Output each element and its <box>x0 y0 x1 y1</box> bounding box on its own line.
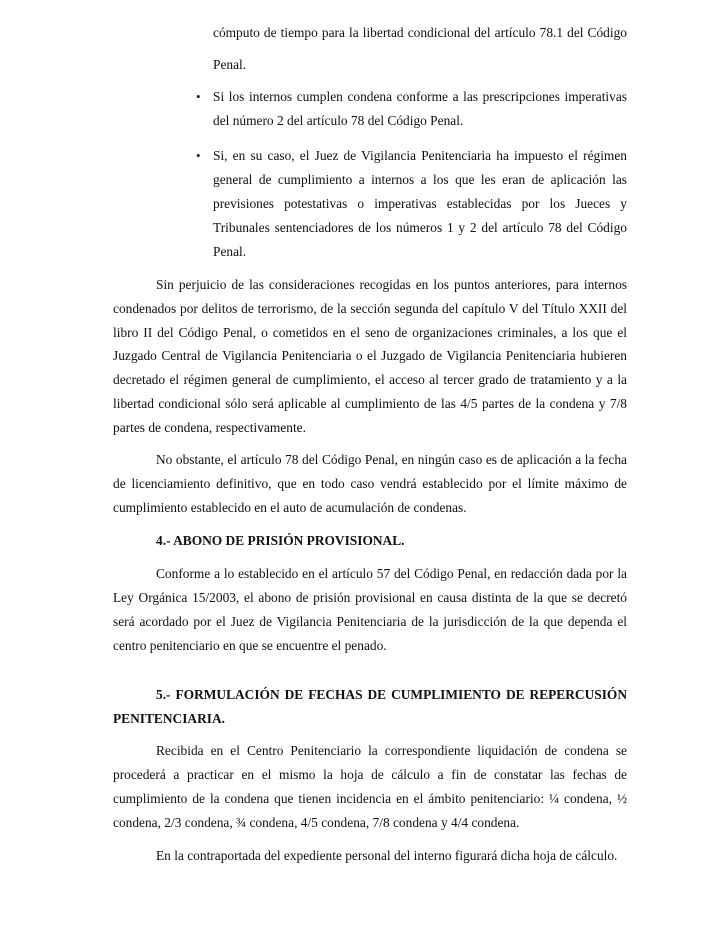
section-heading: 4.- ABONO DE PRISIÓN PROVISIONAL. <box>156 533 405 548</box>
text-line: Juzgado Central de Vigilancia Penitenciaria o el Juzgado de Vigilancia Penitenciaria hubieren <box>113 348 627 363</box>
text-line: procederá a practicar en el mismo la hoja de cálculo a fin de constatar las fechas de <box>113 767 627 782</box>
text-line: general de cumplimiento a internos a los que les eran de aplicación las <box>213 172 627 187</box>
text-line: Tribunales sentenciadores de los números 1 y 2 del artículo 78 del Código <box>213 220 627 235</box>
text-line: cómputo de tiempo para la libertad condicional del artículo 78.1 del Código <box>213 25 627 40</box>
text-line: Recibida en el Centro Penitenciario la correspondiente liquidación de condena se <box>156 743 627 758</box>
text-line: Penal. <box>213 244 247 259</box>
section-heading: PENITENCIARIA. <box>113 711 225 726</box>
text-line: cumplimiento establecido en el auto de acumulación de condenas. <box>113 500 467 515</box>
text-line: centro penitenciario en que se encuentre el penado. <box>113 638 387 653</box>
text-line: cumplimiento de la condena que tienen incidencia en el ámbito penitenciario: ¼ condena, ½ <box>113 791 627 806</box>
text-line: condena, 2/3 condena, ¾ condena, 4/5 condena, 7/8 condena y 4/4 condena. <box>113 815 520 830</box>
text-line: libertad condicional sólo será aplicable al cumplimiento de las 4/5 partes de la condena y 7/8 <box>113 396 627 411</box>
text-line: libro II del Código Penal, o cometidos en el seno de organizaciones criminales, a los que el <box>113 325 627 340</box>
text-line: decretado el régimen general de cumplimiento, el acceso al tercer grado de tratamiento y a la <box>113 372 627 387</box>
text-line: Sin perjuicio de las consideraciones recogidas en los puntos anteriores, para internos <box>156 277 627 292</box>
bullet-icon: • <box>196 89 201 104</box>
text-line: condenados por delitos de terrorismo, de la sección segunda del capítulo V del Título XXII del <box>113 301 627 316</box>
text-line: Si, en su caso, el Juez de Vigilancia Penitenciaria ha impuesto el régimen <box>213 148 627 163</box>
bullet-icon: • <box>196 148 201 163</box>
text-line: Conforme a lo establecido en el artículo 57 del Código Penal, en redacción dada por la <box>156 566 627 581</box>
text-line: Si los internos cumplen condena conforme a las prescripciones imperativas <box>213 89 627 104</box>
text-line: previsiones potestativas o imperativas establecidas por los Jueces y <box>213 196 627 211</box>
text-line: partes de condena, respectivamente. <box>113 420 306 435</box>
text-line: de licenciamiento definitivo, que en todo caso vendrá establecido por el límite máximo de <box>113 476 627 491</box>
text-line: será acordado por el Juez de Vigilancia Penitenciaria de la jurisdicción de la que dependa el <box>113 614 627 629</box>
text-line: Ley Orgánica 15/2003, el abono de prisión provisional en causa distinta de la que se decretó <box>113 590 627 605</box>
text-line: del número 2 del artículo 78 del Código Penal. <box>213 113 464 128</box>
text-line: No obstante, el artículo 78 del Código Penal, en ningún caso es de aplicación a la fecha <box>156 452 627 467</box>
text-line: Penal. <box>213 57 247 72</box>
text-line: En la contraportada del expediente personal del interno figurará dicha hoja de cálculo. <box>156 848 618 863</box>
section-heading: 5.- FORMULACIÓN DE FECHAS DE CUMPLIMIENTO DE REPERCUSIÓN <box>156 687 627 702</box>
